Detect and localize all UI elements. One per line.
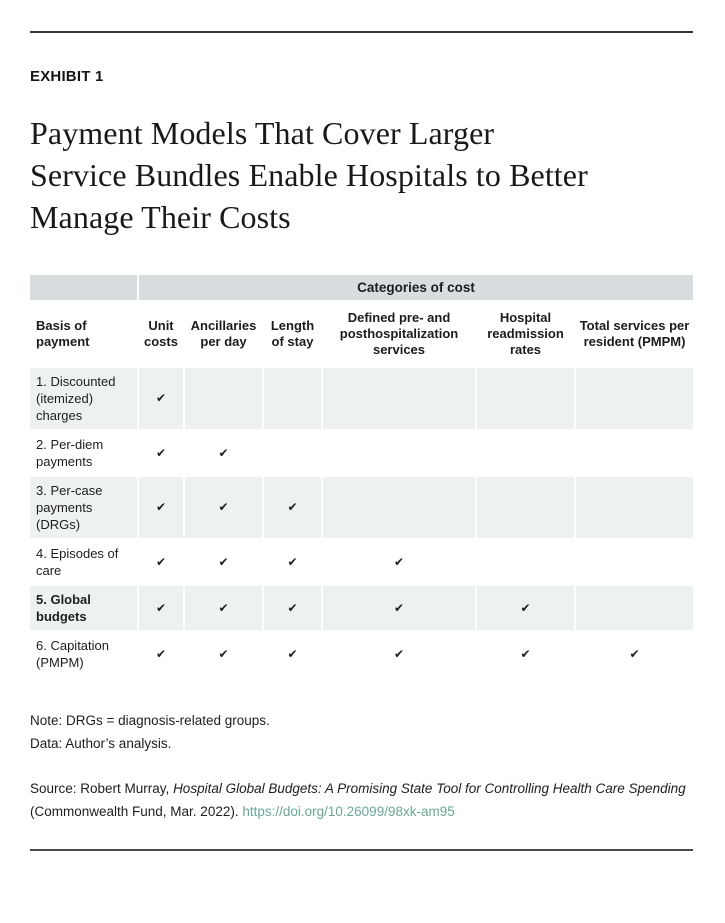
row-label: 4. Episodes of care xyxy=(36,546,119,578)
exhibit-page xyxy=(0,31,725,923)
note-line: Note: DRGs = diagnosis-related groups. xyxy=(30,713,270,728)
column-header-row xyxy=(30,302,693,366)
check-mark-cell: ✔ xyxy=(264,477,321,538)
empty-cell xyxy=(477,540,574,584)
check-mark-cell: ✔ xyxy=(218,554,229,569)
empty-cell xyxy=(323,368,475,429)
bottom-rule xyxy=(30,849,693,851)
source-suffix: (Commonwealth Fund, Mar. 2022). xyxy=(30,804,243,819)
table-row xyxy=(30,431,693,475)
group-header: Categories of cost xyxy=(139,275,693,300)
empty-cell xyxy=(264,431,321,475)
row-label: 6. Capitation (PMPM) xyxy=(36,638,109,670)
check-mark-cell: ✔ xyxy=(287,554,298,569)
source-prefix: Source: Robert Murray, xyxy=(30,781,174,796)
empty-cell xyxy=(576,477,693,538)
top-rule xyxy=(30,31,693,33)
table-row xyxy=(30,477,693,538)
empty-cell xyxy=(185,368,262,429)
empty-cell xyxy=(264,368,321,429)
empty-cell xyxy=(323,431,475,475)
check-mark-cell: ✔ xyxy=(139,586,183,630)
title-line: Manage Their Costs xyxy=(30,199,291,235)
check-mark-cell: ✔ xyxy=(139,368,183,429)
source-line xyxy=(30,777,693,823)
empty-cell xyxy=(477,477,574,538)
empty-cell xyxy=(576,540,693,584)
payment-models-table xyxy=(28,273,695,678)
empty-cell xyxy=(576,586,693,630)
check-mark-cell: ✔ xyxy=(323,586,475,630)
check-mark-cell: ✔ xyxy=(155,445,167,460)
data-line: Data: Author’s analysis. xyxy=(30,736,172,751)
title-line: Payment Models That Cover Larger xyxy=(30,115,495,151)
check-mark-cell: ✔ xyxy=(185,477,262,538)
row-label: 1. Discounted (itemized) charges xyxy=(30,368,137,429)
check-mark-cell: ✔ xyxy=(287,646,298,661)
exhibit-label: EXHIBIT 1 xyxy=(30,68,104,85)
check-mark-cell: ✔ xyxy=(218,445,229,460)
column-header: Unit costs xyxy=(139,302,183,366)
column-header: Hospital readmission rates xyxy=(477,302,574,366)
column-header-basis-of-payment: Basis of payment xyxy=(30,302,137,366)
check-mark-cell: ✔ xyxy=(218,646,229,661)
table-row xyxy=(30,368,693,429)
column-header: Ancillaries per day xyxy=(185,302,262,366)
group-header-spacer xyxy=(30,275,137,300)
check-mark-cell: ✔ xyxy=(393,554,405,569)
check-mark-cell: ✔ xyxy=(520,646,531,661)
empty-cell xyxy=(576,431,693,475)
empty-cell xyxy=(576,368,693,429)
empty-cell xyxy=(323,477,475,538)
check-mark-cell: ✔ xyxy=(155,554,167,569)
check-mark-cell: ✔ xyxy=(139,477,183,538)
row-label: 5. Global budgets xyxy=(30,586,137,630)
source-report-title: Hospital Global Budgets: A Promising State Tool for Controlling Health Care Spending xyxy=(173,781,686,796)
empty-cell xyxy=(477,368,574,429)
group-header-row xyxy=(30,275,693,300)
table-row xyxy=(30,632,693,676)
column-header: Total services per resident (PMPM) xyxy=(576,302,693,366)
check-mark-cell: ✔ xyxy=(477,586,574,630)
page-title xyxy=(30,112,693,238)
column-header: Length of stay xyxy=(264,302,321,366)
empty-cell xyxy=(477,431,574,475)
check-mark-cell: ✔ xyxy=(393,646,405,661)
column-header: Defined pre- and posthospitalization services xyxy=(323,302,475,366)
row-label: 2. Per-diem payments xyxy=(36,437,104,469)
table-row xyxy=(30,586,693,630)
check-mark-cell: ✔ xyxy=(264,586,321,630)
check-mark-cell: ✔ xyxy=(185,586,262,630)
title-line: Service Bundles Enable Hospitals to Better xyxy=(30,157,588,193)
doi-link[interactable]: https://doi.org/10.26099/98xk-am95 xyxy=(242,804,455,819)
check-mark-cell: ✔ xyxy=(629,646,640,661)
notes-block xyxy=(30,709,693,755)
check-mark-cell: ✔ xyxy=(155,646,167,661)
table-row xyxy=(30,540,693,584)
row-label: 3. Per-case payments (DRGs) xyxy=(30,477,137,538)
table-body xyxy=(30,368,693,676)
